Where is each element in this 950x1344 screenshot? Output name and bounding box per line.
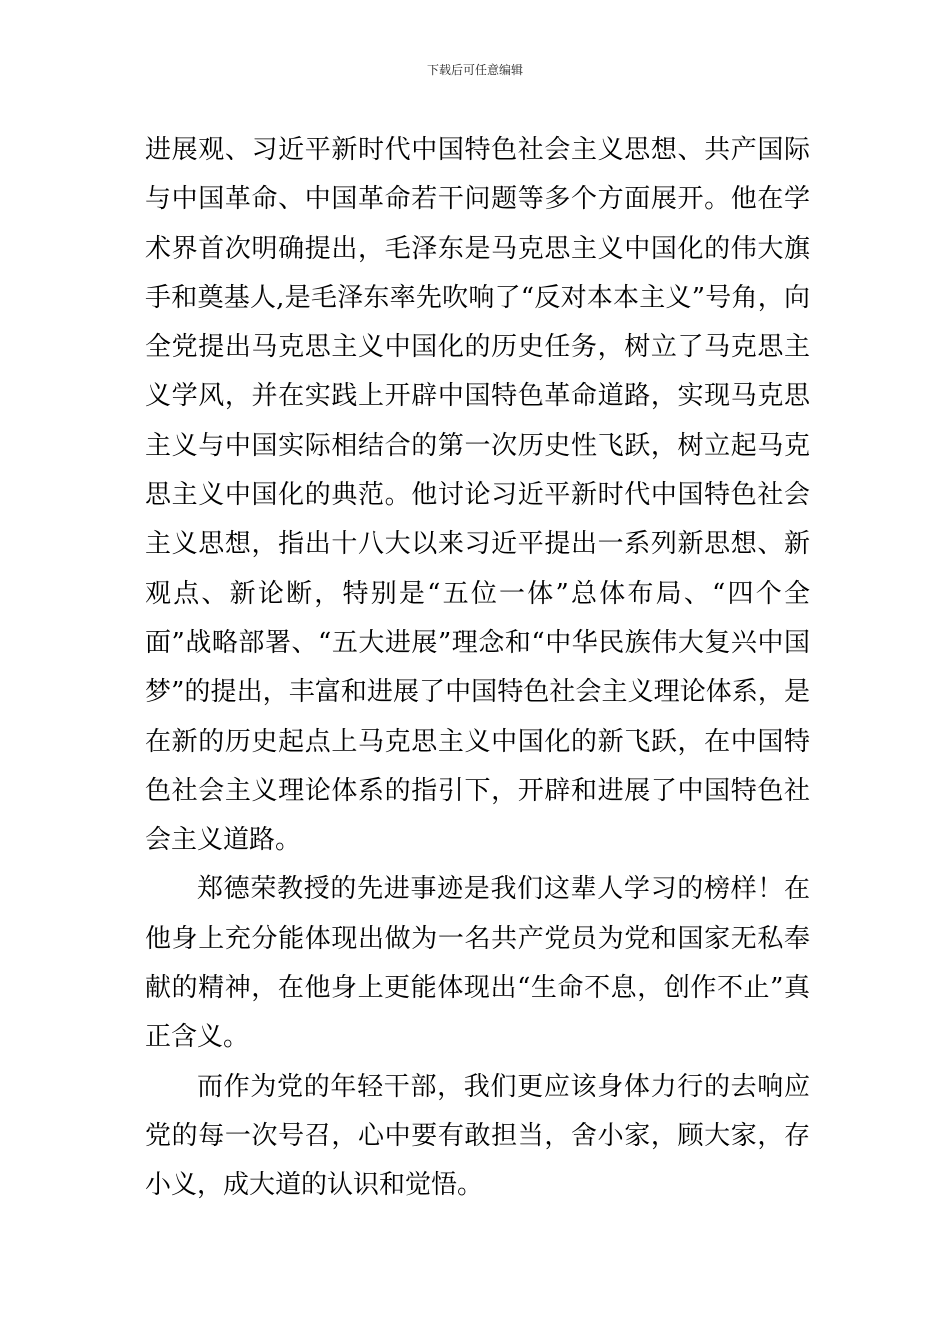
paragraph-professor-zheng: 郑德荣教授的先进事迹是我们这辈人学习的榜样！在他身上充分能体现出做为一名共产党员为党和国家无私奉献的精神，在他身上更能体现出“生命不息，创作不止”真正含义。 [145,874,810,1053]
page-header: 下载后可任意编辑 [426,63,523,77]
paragraph-continued: 进展观、习近平新时代中国特色社会主义思想、共产国际与中国革命、中国革命若干问题等多个方面展开。他在学术界首次明确提出，毛泽东是马克思主义中国化的伟大旗手和奠基人,是毛泽东率先吹响了“反对本本主义”号角，向全党提出马克思主义中国化的历史任务，树立了马克思主义学风，并在实践上开辟中国特色革命道路，实现马克思主义与中国实际相结合的第一次历史性飞跃，树立起马克思主义中国化的典范。他讨论习近平新时代中国特色社会主义思想，指出十八大以来习近平提出一系列新思想、新观点、新论断，特别是“五位一体”总体布局、“四个全面”战略部署、“五大进展”理念和“中华民族伟大复兴中国梦”的提出，丰富和进展了中国特色社会主义理论体系，是在新的历史起点上马克思主义中国化的新飞跃，在中国特色社会主义理论体系的指引下，开辟和进展了中国特色社会主义道路。 [145,135,810,856]
paragraph-young-cadres: 而作为党的年轻干部，我们更应该身体力行的去响应党的每一次号召，心中要有敢担当，舍小家，顾大家，存小义，成大道的认识和觉悟。 [145,1071,810,1201]
document-body [145,126,810,1211]
